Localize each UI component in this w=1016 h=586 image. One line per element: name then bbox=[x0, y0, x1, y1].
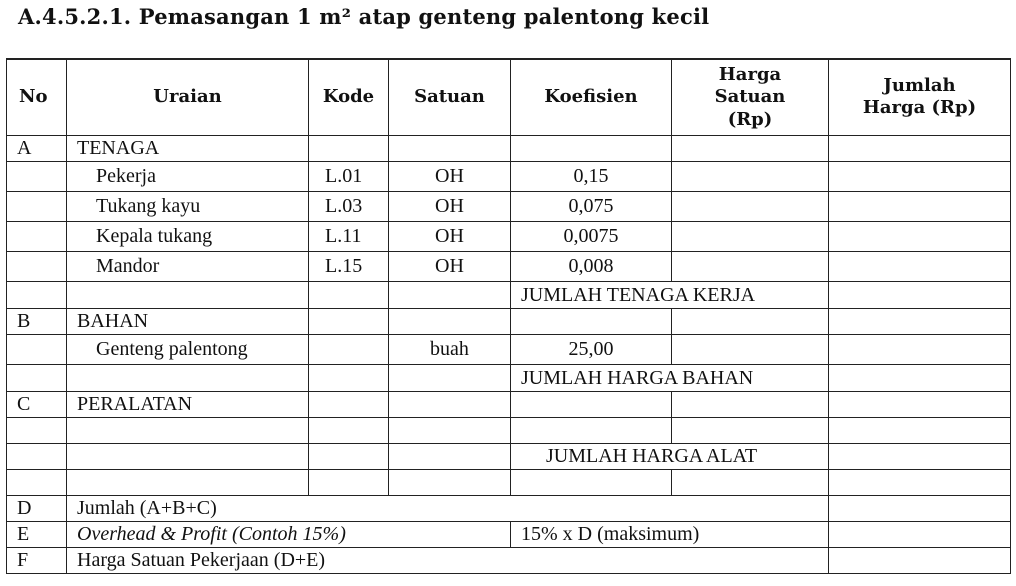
item-uraian: Tukang kayu bbox=[67, 191, 309, 221]
summary-label: Jumlah (A+B+C) bbox=[67, 495, 829, 521]
item-satuan: OH bbox=[389, 191, 511, 221]
item-koefisien: 0,15 bbox=[511, 161, 672, 191]
table-row bbox=[7, 161, 1011, 191]
summary-row-e bbox=[7, 521, 1011, 547]
header-kode: Kode bbox=[309, 59, 389, 135]
item-koefisien: 0,075 bbox=[511, 191, 672, 221]
subtotal-row-bahan bbox=[7, 364, 1011, 391]
table-row bbox=[7, 334, 1011, 364]
item-kode: L.01 bbox=[309, 161, 389, 191]
section-row-bahan bbox=[7, 308, 1011, 334]
section-no: B bbox=[7, 308, 67, 334]
item-kode: L.15 bbox=[309, 251, 389, 281]
item-satuan: OH bbox=[389, 221, 511, 251]
table-row bbox=[7, 417, 1011, 443]
header-uraian: Uraian bbox=[67, 59, 309, 135]
section-row-peralatan bbox=[7, 391, 1011, 417]
header-satuan: Satuan bbox=[389, 59, 511, 135]
item-uraian: Genteng palentong bbox=[67, 334, 309, 364]
subtotal-label: JUMLAH TENAGA KERJA bbox=[511, 281, 829, 308]
summary-label: Harga Satuan Pekerjaan (D+E) bbox=[67, 547, 829, 573]
summary-no: E bbox=[7, 521, 67, 547]
summary-note: 15% x D (maksimum) bbox=[511, 521, 829, 547]
subtotal-label: JUMLAH HARGA ALAT bbox=[511, 443, 829, 469]
item-satuan: OH bbox=[389, 161, 511, 191]
table-row bbox=[7, 191, 1011, 221]
summary-no: F bbox=[7, 547, 67, 573]
summary-row-d bbox=[7, 495, 1011, 521]
item-satuan: OH bbox=[389, 251, 511, 281]
section-label: BAHAN bbox=[67, 308, 309, 334]
page-title: A.4.5.2.1. Pemasangan 1 m² atap genteng palentong kecil bbox=[18, 4, 710, 29]
header-harga-satuan: Harga Satuan (Rp) bbox=[672, 59, 829, 135]
section-no: C bbox=[7, 391, 67, 417]
table-row bbox=[7, 251, 1011, 281]
item-uraian: Mandor bbox=[67, 251, 309, 281]
item-kode: L.11 bbox=[309, 221, 389, 251]
summary-no: D bbox=[7, 495, 67, 521]
item-kode bbox=[309, 334, 389, 364]
section-row-tenaga bbox=[7, 135, 1011, 161]
summary-label: Overhead & Profit (Contoh 15%) bbox=[67, 521, 511, 547]
item-koefisien: 0,008 bbox=[511, 251, 672, 281]
section-label: PERALATAN bbox=[67, 391, 309, 417]
table-header-row bbox=[7, 59, 1011, 135]
subtotal-row-tenaga bbox=[7, 281, 1011, 308]
header-jumlah-harga: Jumlah Harga (Rp) bbox=[829, 59, 1011, 135]
item-koefisien: 25,00 bbox=[511, 334, 672, 364]
item-satuan: buah bbox=[389, 334, 511, 364]
item-koefisien: 0,0075 bbox=[511, 221, 672, 251]
section-label: TENAGA bbox=[67, 135, 309, 161]
item-uraian: Kepala tukang bbox=[67, 221, 309, 251]
item-uraian: Pekerja bbox=[67, 161, 309, 191]
header-no: No bbox=[7, 59, 67, 135]
table-row bbox=[7, 221, 1011, 251]
table-row bbox=[7, 469, 1011, 495]
summary-row-f bbox=[7, 547, 1011, 573]
subtotal-label: JUMLAH HARGA BAHAN bbox=[511, 364, 829, 391]
item-kode: L.03 bbox=[309, 191, 389, 221]
ahsp-table bbox=[6, 58, 1011, 574]
section-no: A bbox=[7, 135, 67, 161]
subtotal-row-alat bbox=[7, 443, 1011, 469]
header-koefisien: Koefisien bbox=[511, 59, 672, 135]
